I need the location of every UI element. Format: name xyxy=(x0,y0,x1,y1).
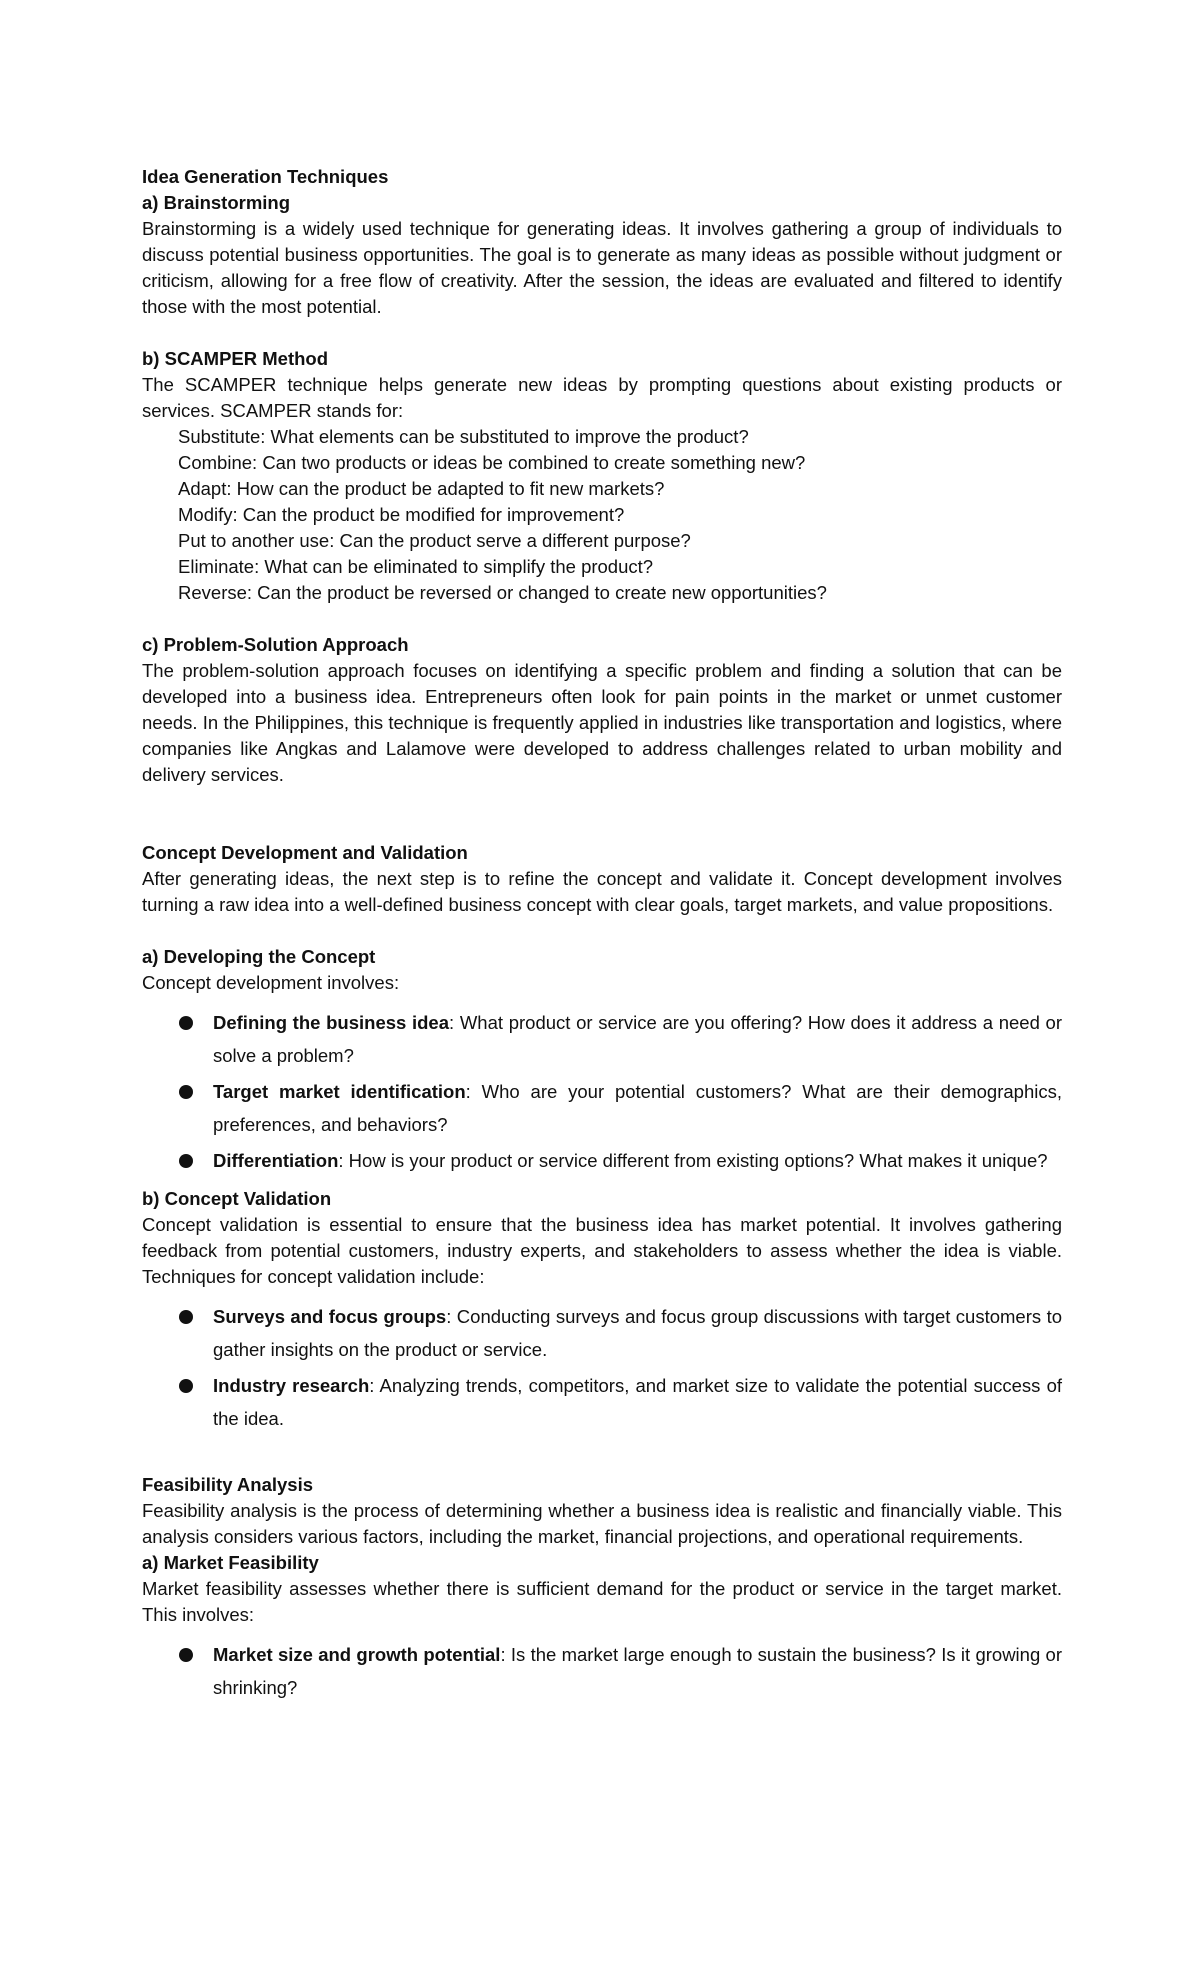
bullet-dot-icon xyxy=(179,1085,193,1099)
bullet-term: Surveys and focus groups xyxy=(213,1306,447,1327)
bullet-text: : Conducting surveys and focus group discussions with target customers to gather insights on the product or service. xyxy=(213,1306,1062,1360)
paragraph-scamper-intro: The SCAMPER technique helps generate new ideas by prompting questions about existing products or services. SCAMPER stands for: xyxy=(142,374,1062,421)
bullet-item xyxy=(142,1638,1062,1704)
bullet-term: Defining the business idea xyxy=(213,1012,450,1033)
heading-concept-validation: b) Concept Validation xyxy=(142,1188,332,1209)
validation-bullet-list xyxy=(142,1300,1062,1435)
heading-brainstorming: a) Brainstorming xyxy=(142,192,291,213)
scamper-item: Put to another use: Can the product serve a different purpose? xyxy=(178,530,691,551)
bullet-term: Market size and growth potential xyxy=(213,1644,501,1665)
bullet-item xyxy=(142,1300,1062,1366)
scamper-item: Reverse: Can the product be reversed or changed to create new opportunities? xyxy=(178,582,827,603)
bullet-dot-icon xyxy=(179,1379,193,1393)
document-page xyxy=(142,164,1062,1707)
bullet-dot-icon xyxy=(179,1016,193,1030)
developing-bullet-list xyxy=(142,1006,1062,1177)
paragraph-brainstorming: Brainstorming is a widely used technique for generating ideas. It involves gathering a group of individuals to discuss potential business opportunities. The goal is to generate as many ideas as possible without judgment or criticism, allowing for a free flow of creativity. After the session, the ideas are evaluated and filtered to identify those with the most potential. xyxy=(142,218,1062,317)
bullet-dot-icon xyxy=(179,1648,193,1662)
heading-problem-solution: c) Problem-Solution Approach xyxy=(142,634,409,655)
scamper-item: Eliminate: What can be eliminated to simplify the product? xyxy=(178,556,654,577)
bullet-item xyxy=(142,1006,1062,1072)
heading-developing-concept: a) Developing the Concept xyxy=(142,946,376,967)
bullet-dot-icon xyxy=(179,1310,193,1324)
scamper-list xyxy=(142,424,1062,606)
paragraph-feasibility-intro: Feasibility analysis is the process of determining whether a business idea is realistic and financially viable. This analysis considers various factors, including the market, financial projections, and operational requirements. xyxy=(142,1500,1062,1547)
bullet-term: Industry research xyxy=(213,1375,370,1396)
scamper-item: Combine: Can two products or ideas be combined to create something new? xyxy=(178,452,806,473)
scamper-item: Substitute: What elements can be substituted to improve the product? xyxy=(178,426,749,447)
bullet-item xyxy=(142,1369,1062,1435)
paragraph-concept-intro: After generating ideas, the next step is to refine the concept and validate it. Concept development involves turning a raw idea into a well-defined business concept with clear goals, target markets, and value propositions. xyxy=(142,868,1062,915)
bullet-text: : Who are your potential customers? What are their demographics, preferences, and behaviors? xyxy=(213,1081,1062,1135)
heading-scamper: b) SCAMPER Method xyxy=(142,348,329,369)
market-bullet-list xyxy=(142,1638,1062,1704)
bullet-text: : How is your product or service different from existing options? What makes it unique? xyxy=(338,1150,1048,1171)
paragraph-validation-intro: Concept validation is essential to ensure that the business idea has market potential. It involves gathering feedback from potential customers, industry experts, and stakeholders to assess whether the idea is viable. Techniques for concept validation include: xyxy=(142,1214,1062,1287)
bullet-item xyxy=(142,1075,1062,1141)
section-title-idea-generation: Idea Generation Techniques xyxy=(142,166,389,187)
bullet-term: Target market identification xyxy=(213,1081,466,1102)
paragraph-market-intro: Market feasibility assesses whether there is sufficient demand for the product or service in the target market. This involves: xyxy=(142,1578,1062,1625)
scamper-item: Adapt: How can the product be adapted to fit new markets? xyxy=(178,478,665,499)
heading-market-feasibility: a) Market Feasibility xyxy=(142,1552,319,1573)
scamper-item: Modify: Can the product be modified for improvement? xyxy=(178,504,625,525)
bullet-term: Differentiation xyxy=(213,1150,339,1171)
paragraph-problem-solution: The problem-solution approach focuses on identifying a specific problem and finding a solution that can be developed into a business idea. Entrepreneurs often look for pain points in the market or unmet customer needs. In the Philippines, this technique is frequently applied in industries like transportation and logistics, where companies like Angkas and Lalamove were developed to address challenges related to urban mobility and delivery services. xyxy=(142,660,1062,785)
bullet-text: : Analyzing trends, competitors, and market size to validate the potential success of the idea. xyxy=(213,1375,1062,1429)
paragraph-developing-intro: Concept development involves: xyxy=(142,972,400,993)
section-title-feasibility: Feasibility Analysis xyxy=(142,1474,314,1495)
bullet-item xyxy=(142,1144,1062,1177)
bullet-text: : What product or service are you offering? How does it address a need or solve a problem? xyxy=(213,1012,1062,1066)
bullet-text: : Is the market large enough to sustain the business? Is it growing or shrinking? xyxy=(213,1644,1062,1698)
bullet-dot-icon xyxy=(179,1154,193,1168)
section-title-concept: Concept Development and Validation xyxy=(142,842,468,863)
